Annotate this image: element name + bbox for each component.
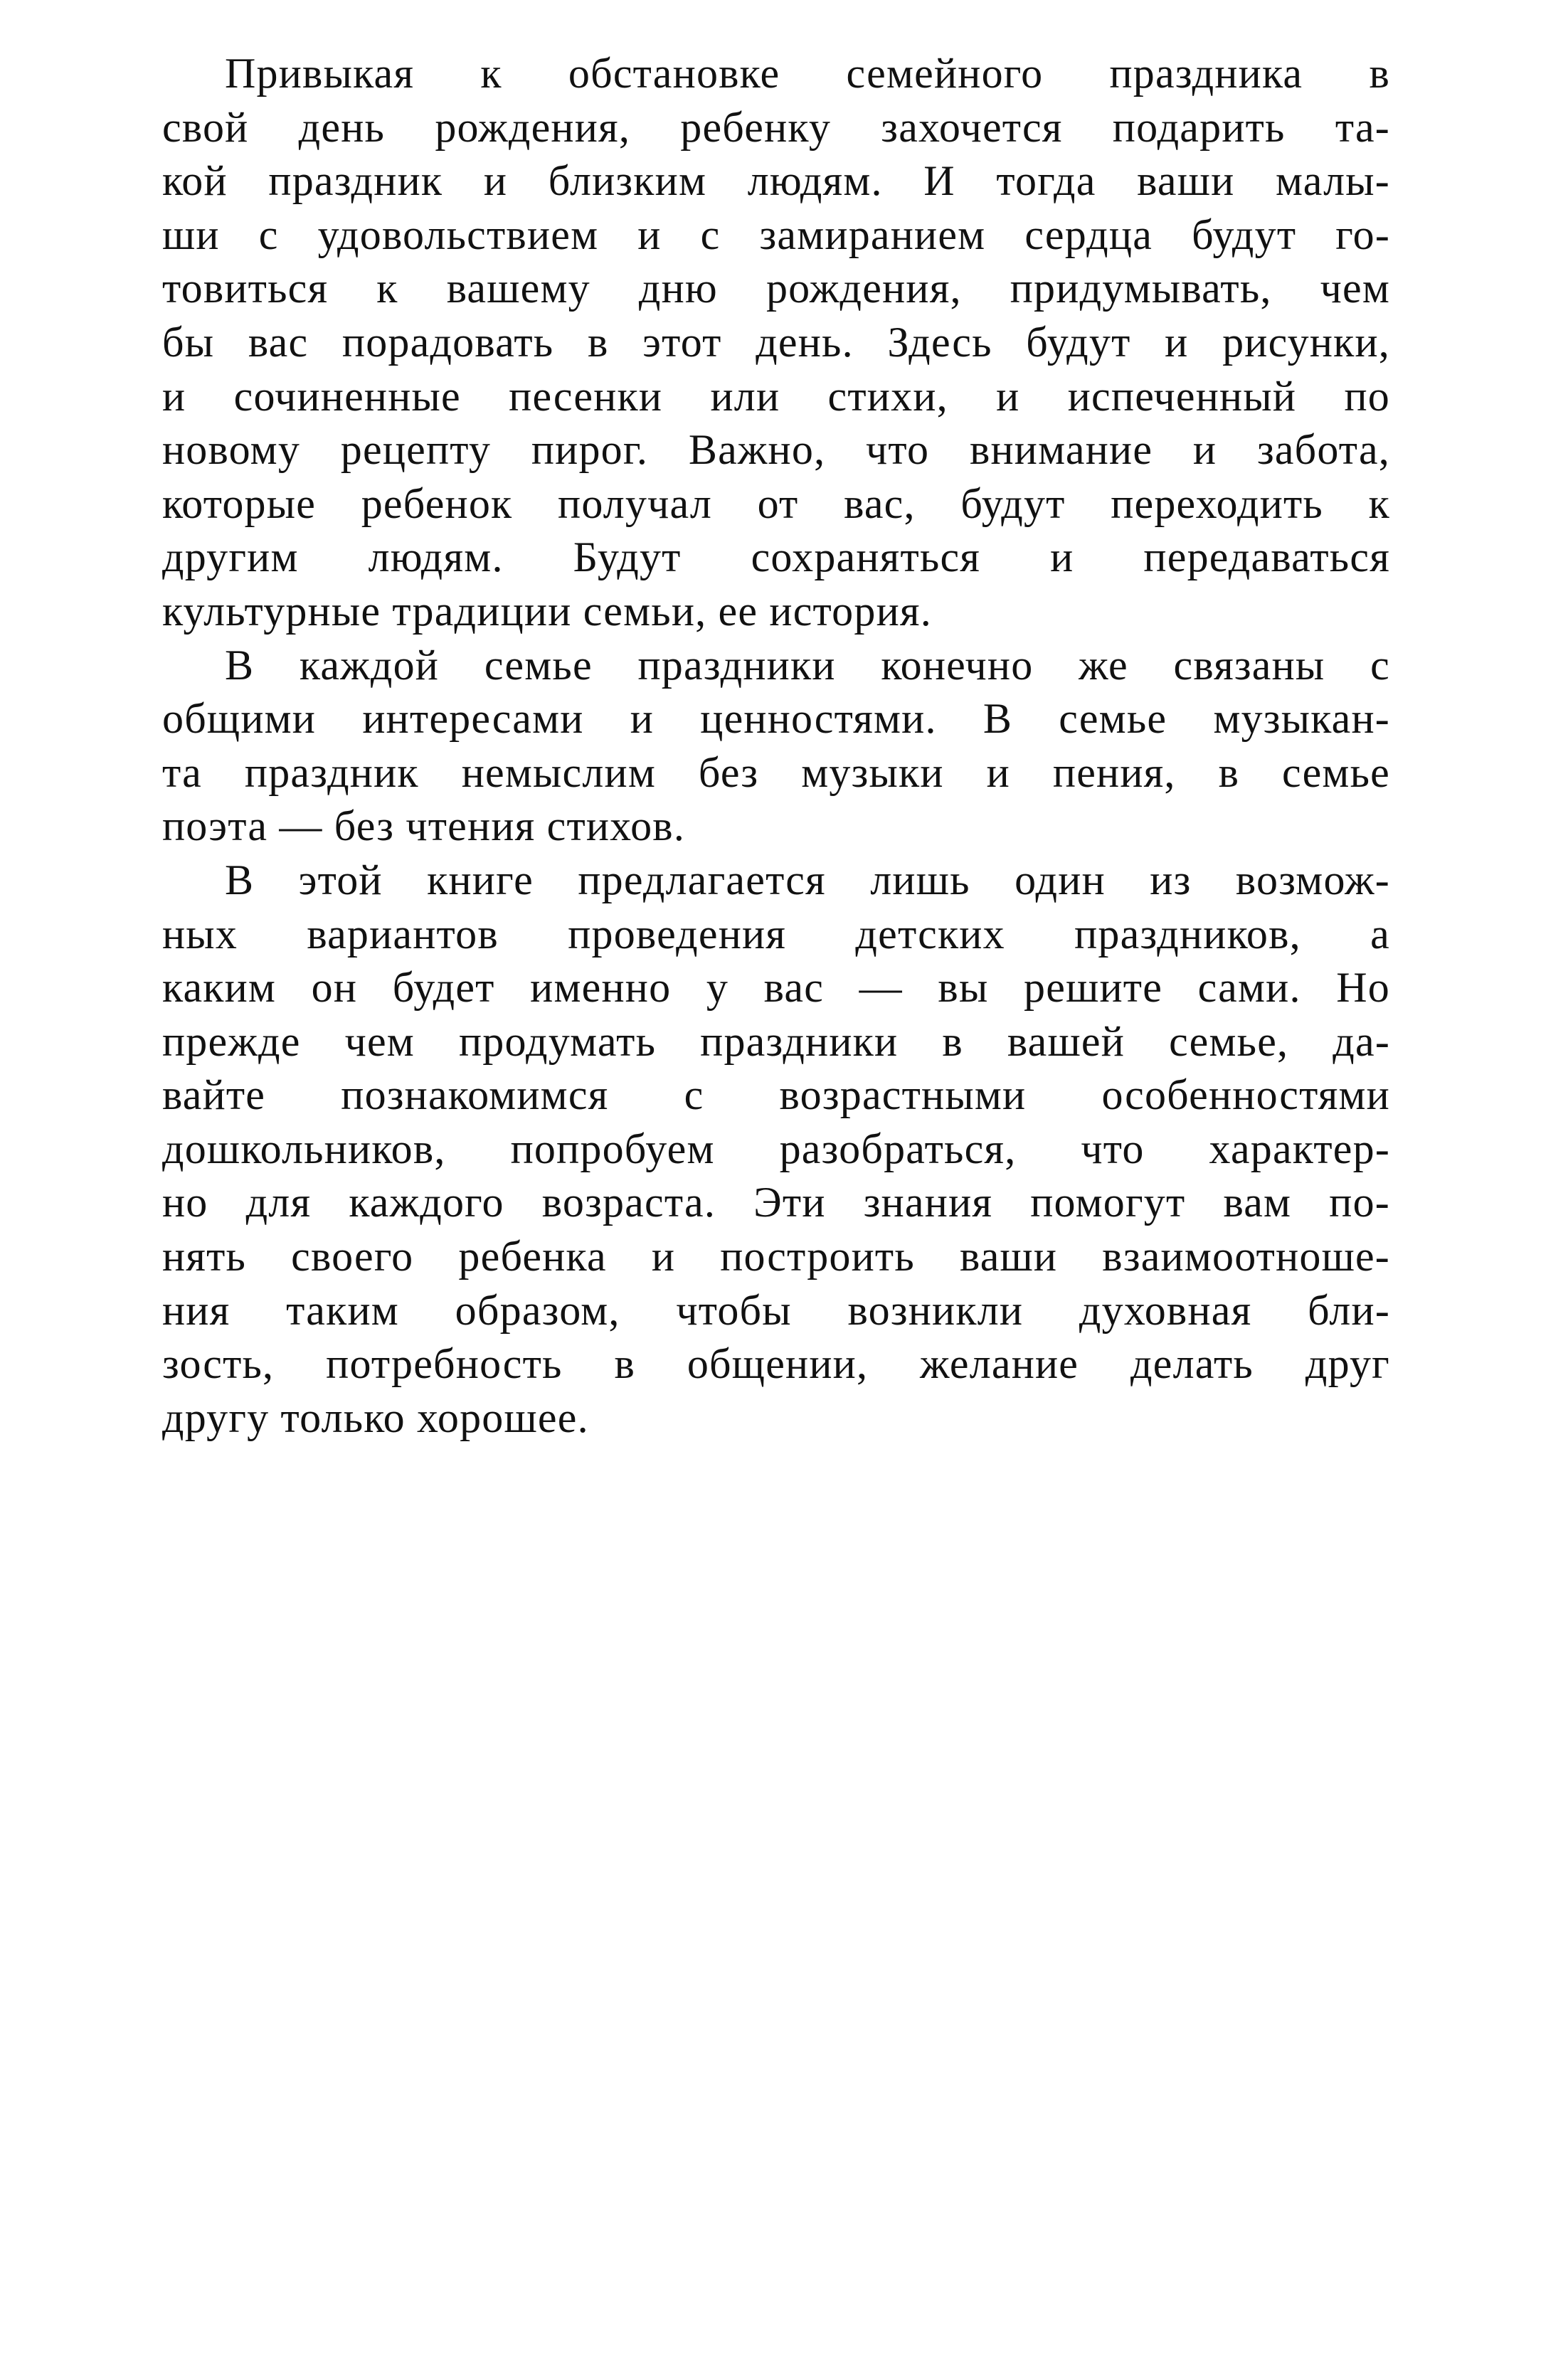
text-line: общими интересами и ценностями. В семье музыкан- xyxy=(162,695,1390,743)
text-line: свой день рождения, ребенку захочется подарить та- xyxy=(162,103,1390,151)
text-line: поэта — без чтения стихов. xyxy=(162,802,686,850)
text-line: другим людям. Будут сохраняться и передаваться xyxy=(162,534,1390,581)
text-line: другу только хорошее. xyxy=(162,1394,589,1441)
text-line: В этой книге предлагается лишь один из возмож- xyxy=(225,856,1390,903)
paragraph-1 xyxy=(162,47,1390,639)
text-line: ных вариантов проведения детских праздников, а xyxy=(162,910,1390,958)
text-line: В каждой семье праздники конечно же связаны с xyxy=(225,641,1390,689)
text-line: кой праздник и близким людям. И тогда ваши малы- xyxy=(162,157,1390,205)
text-line: зость, потребность в общении, желание делать друг xyxy=(162,1340,1390,1388)
text-line: но для каждого возраста. Эти знания помогут вам по- xyxy=(162,1179,1390,1226)
text-line: вайте познакомимся с возрастными особенностями xyxy=(162,1071,1390,1119)
paragraph-3 xyxy=(162,854,1390,1446)
text-line: ши с удовольствием и с замиранием сердца будут го- xyxy=(162,211,1390,258)
text-line: бы вас порадовать в этот день. Здесь будут и рисунки, xyxy=(162,318,1390,366)
text-line: та праздник немыслим без музыки и пения, в семье xyxy=(162,748,1390,796)
text-line: и сочиненные песенки или стихи, и испеченный по xyxy=(162,372,1390,420)
text-line: нять своего ребенка и построить ваши взаимоотноше- xyxy=(162,1233,1390,1280)
text-line: которые ребенок получал от вас, будут переходить к xyxy=(162,479,1390,527)
text-line: культурные традиции семьи, ее история. xyxy=(162,587,932,635)
text-line: ния таким образом, чтобы возникли духовная бли- xyxy=(162,1286,1390,1334)
book-page-text xyxy=(162,47,1390,1445)
text-line: Привыкая к обстановке семейного праздника в xyxy=(225,50,1390,97)
text-line: товиться к вашему дню рождения, придумывать, чем xyxy=(162,265,1390,312)
text-line: прежде чем продумать праздники в вашей семье, да- xyxy=(162,1017,1390,1065)
text-line: дошкольников, попробуем разобраться, что характер- xyxy=(162,1125,1390,1172)
text-line: каким он будет именно у вас — вы решите сами. Но xyxy=(162,964,1390,1012)
paragraph-2 xyxy=(162,639,1390,854)
text-line: новому рецепту пирог. Важно, что внимание и забота, xyxy=(162,426,1390,474)
